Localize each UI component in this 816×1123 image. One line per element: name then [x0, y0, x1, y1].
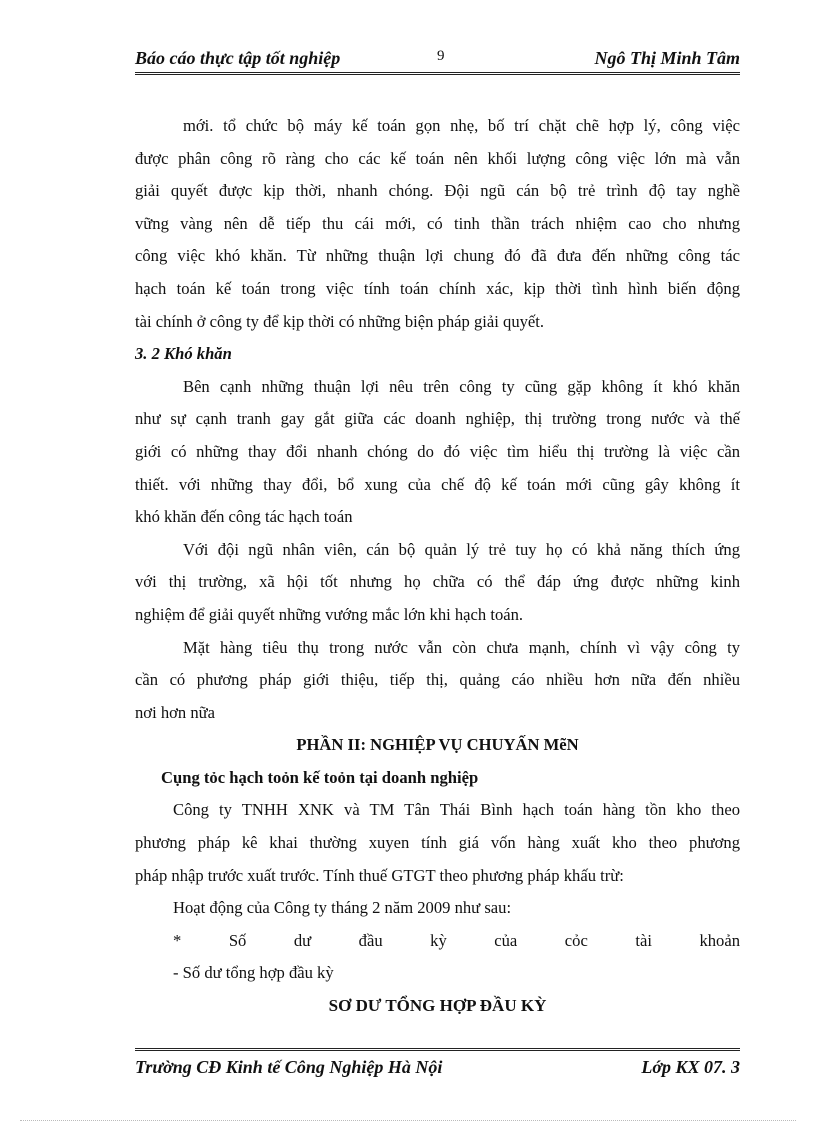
subheading: Cụng tỏc hạch toỏn kế toỏn tại doanh nghiệp	[161, 767, 479, 787]
paragraph-line: Hoạt động của Công ty tháng 2 năm 2009 như sau:	[173, 898, 512, 918]
paragraph-line: Bên cạnh những thuận lợi nêu trên công ty cũng gặp không ít khó khăn	[183, 376, 740, 396]
author-name: Ngô Thị Minh Tâm	[594, 48, 740, 68]
paragraph-line: - Số dư tổng hợp đầu kỳ	[173, 963, 334, 983]
paragraph-line: Công ty TNHH XNK và TM Tân Thái Bình hạch toán hàng tồn kho theo	[173, 800, 740, 820]
page-header	[135, 48, 740, 75]
paragraph-line: vững vàng nên dễ tiếp thu cái mới, có tinh thần trách nhiệm cao cho nhưng	[135, 213, 740, 233]
paragraph-line: nghiệm để giải quyết những vướng mắc lớn khi hạch toán.	[135, 604, 524, 624]
page-number: 9	[437, 48, 445, 64]
paragraph-line: cần có phương pháp giới thiệu, tiếp thị, quảng cáo nhiều hơn nữa đến nhiều	[135, 670, 740, 690]
section-heading: 3. 2 Khó khăn	[135, 344, 232, 364]
paragraph-line: giới có những thay đổi nhanh chóng do đó việc tìm hiểu thị trường là việc cần	[135, 441, 740, 461]
paragraph-line: nơi hơn nữa	[135, 702, 216, 722]
paragraph-line: như sự cạnh tranh gay gắt giữa các doanh nghiệp, thị trường trong nước và thế	[135, 409, 740, 429]
class-name: Lớp KX 07. 3	[641, 1057, 740, 1077]
paragraph-line: giải quyết được kịp thời, nhanh chóng. Đội ngũ cán bộ trẻ trình độ tay nghề	[135, 181, 740, 201]
paragraph-line: phương pháp kê khai thường xuyen tính giá vốn hàng xuất kho theo phương	[135, 833, 740, 853]
paragraph-line: tài chính ở công ty để kịp thời có những biện pháp giải quyết.	[135, 311, 545, 331]
part-title: PHẦN II: NGHIỆP VỤ CHUYẤN MẽN	[296, 735, 579, 755]
paragraph-line: Với đội ngũ nhân viên, cán bộ quản lý trẻ tuy họ có khả năng thích ứng	[183, 539, 740, 559]
paragraph-line: hạch toán kế toán trong việc tính toán chính xác, kịp thời tình hình biến động	[135, 278, 740, 298]
paragraph-line: * Số dư đầu kỳ của cỏc tài khoản	[173, 930, 740, 950]
table-title: SƠ DƯ TỔNG HỢP ĐẦU KỲ	[328, 996, 547, 1016]
paragraph-line: với thị trường, xã hội tốt nhưng họ chữa có thể đáp ứng được những kinh	[135, 572, 740, 592]
paragraph-line: mới. tổ chức bộ máy kế toán gọn nhẹ, bố trí chặt chẽ hợp lý, công việc	[183, 116, 740, 135]
paragraph-line: khó khăn đến công tác hạch toán	[135, 507, 353, 527]
report-title: Báo cáo thực tập tốt nghiệp	[135, 48, 341, 68]
paragraph-line: thiết. với những thay đổi, bổ xung của chế độ kế toán mới cũng gây không ít	[135, 474, 740, 494]
paragraph-line: được phân công rõ ràng cho các kế toán nên khối lượng công việc lớn mà vẫn	[135, 148, 740, 168]
page-body	[135, 112, 740, 1025]
page-footer	[135, 1048, 740, 1078]
paragraph-line: Mặt hàng tiêu thụ trong nước vẫn còn chưa mạnh, chính vì vậy công ty	[183, 637, 740, 657]
paragraph-line: công việc khó khăn. Từ những thuận lợi chung đó đã đưa đến những công tác	[135, 246, 740, 266]
school-name: Trường CĐ Kinh tế Công Nghiệp Hà Nội	[135, 1057, 443, 1077]
page-bottom-border	[20, 1120, 796, 1121]
paragraph-line: pháp nhập trước xuất trước. Tính thuế GTGT theo phương pháp khấu trừ:	[135, 865, 624, 885]
